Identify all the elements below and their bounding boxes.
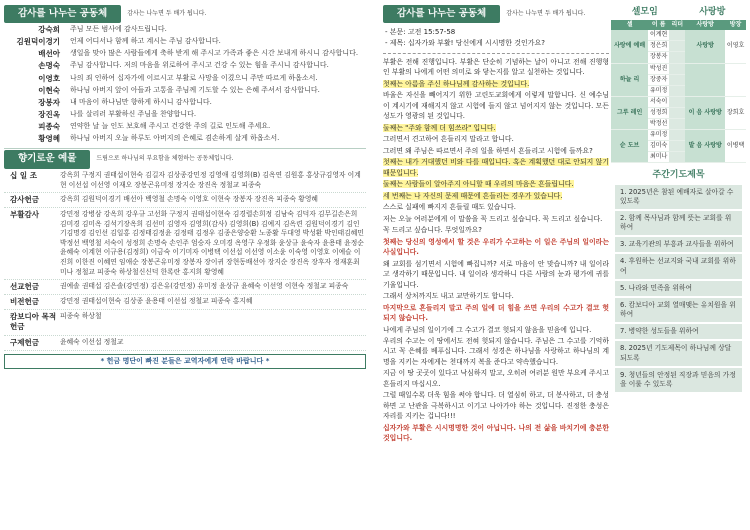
offering-text: 피종숙 하상철 [60, 312, 102, 321]
sermon-paragraph: 지금 이 땅 곳곳이 있다고 낙심하지 말고, 오히려 여러분 원만 부요케 주시고 흔들리지 마십시오. [383, 369, 609, 388]
member-name: 장봉자 [648, 52, 669, 63]
thanks-text: 주님 모든 범사에 감사드립니다. [70, 25, 167, 33]
thanks-name: 이현숙 [38, 85, 60, 95]
thanks-name: 장봉자 [38, 97, 60, 107]
member-name: 서숙이 [648, 96, 669, 107]
room-title: 사랑방 [699, 7, 726, 17]
thanks-list [4, 24, 366, 145]
member-name: 김미숙 [648, 141, 669, 152]
offering-text: 강민정 강병삼 강옥희 강우규 고선화 구정지 권태섭이현숙 김경렬손희정 김남숙 김덕자 김무길손은희 김미경 김미옥 김석기장옥희 김선미 김영자 김영희(감사) 김영희(B) 김예지 김옥련 김원덕이경기 김인기김명경 김인선 김일홍 김정태김정윤 김정태 김정우 김종은양승환 노종활 두대영 박성환 박인태김혜민 박정선 백영철 서숙이 성정희 손명숙 손인주 엄승자 오미경 옥영구 우정화 윤상규 윤숙자 윤용태 윤정순 윤혜숙 이계현 이규용(김정희) 이금숙 이기미자 이병택 이선섭 이선영 이소윤 이숙영 이영호 이예슬 이진희 이한진 이혜연 임애순 장봉곤유미정 장봉자 장이귀 장현동배선아 장지순 장진옥 장후자 정재훈최미나 정철교 피종숙 하상철신신덕 한록란 홍지희 황영혜 [60, 210, 364, 276]
offering-list [4, 169, 366, 350]
room-chief: 이영호 [725, 30, 746, 63]
sermon-paragraph: 그럴 때일수록 더욱 힘을 써야 합니다. 더 열심히 하고, 더 봉사하고, 더 충성하면 고 난관을 극복하시고 이기고 나아가야 하는 것입니다. 진정한 충성은 자리를 지키는 겁니다!!! [383, 391, 609, 421]
member-name: 유미정 [648, 85, 669, 96]
thanks-text: 하나님 아버지 앞이 아들과 고통을 주님께 기도할 수 있는 은혜 주셔서 감사합니다. [70, 85, 320, 94]
thanks-row [4, 133, 366, 145]
offering-row [4, 336, 366, 351]
left-panel [4, 6, 366, 526]
offering-name: 구제헌금 [10, 337, 39, 347]
thanks-row [4, 121, 366, 133]
thanks-row [4, 24, 366, 36]
prayer-item: 3. 교육기관의 부흥과 교사들을 위하여 [615, 237, 742, 252]
prayer-item: 6. 캄보디아 교회 열매맺는 유치원을 위하여 [615, 298, 742, 322]
offering-name: 감사헌금 [10, 195, 39, 205]
prayer-title: 주간기도제목 [652, 170, 705, 181]
sermon-paragraph: 우리의 수고는 이 땅에서도 전혀 헛되지 않습니다. 주님은 그 수고를 기억하시고 꼭 은혜를 베푸십니다. 그래서 성경은 하나님을 사랑하고 하나님의 계명을 지키는 자에게는 천대까지 복을 준다고 약속했습니다. [383, 336, 609, 366]
thanks-text: 언제 어디서나 함께 하고 계시는 주님 감사합니다. [70, 37, 221, 46]
table-row [611, 96, 746, 107]
offering-row [4, 208, 366, 280]
prayer-item: 5. 나라와 민족을 위하여 [615, 281, 742, 296]
thanks-name: 손명숙 [38, 61, 60, 71]
thanks-name: 김원덕이경기 [16, 37, 60, 47]
member-name: 최미나 [648, 152, 669, 163]
prayer-item: 9. 청년들의 안정된 직장과 믿음의 가정을 이룰 수 있도록 [615, 368, 742, 392]
sermon-paragraph: 스스로 실패에 빠지지 흔들릴 때도 있습니다. [383, 203, 516, 212]
scripture-block: - 본문: 고전 15:57-58 - 제목: 십자가와 부활! 당신에게 시시명한 것인가요? [385, 28, 546, 48]
offering-row [4, 280, 366, 295]
table-header: 이 름 [648, 20, 669, 30]
sermon-paragraph: 둘째는 사람들이 알아주지 아니할 때 우리의 마음은 흔들립니다. [383, 180, 574, 189]
cell-group-name: 그루 레인 [611, 96, 648, 129]
sermon-paragraph: 저는 오늘 여러분에게 이 말씀을 꼭 드리고 싶습니다. 꼭 드리고 싶습니다. [383, 214, 603, 223]
cell-group-name: 순 도브 [611, 130, 648, 163]
cell-table [611, 20, 746, 163]
thanks-row [4, 36, 366, 48]
offering-notice: * 헌금 명단이 빠진 분들은 교역자에게 연락 바랍니다 * [4, 354, 366, 369]
prayer-item: 4. 후원하는 선교지와 국내 교회를 위하여 [615, 254, 742, 278]
offering-name: 캄보디아 목적헌금 [10, 312, 57, 332]
table-row [611, 130, 746, 141]
room-chief: 장희호 [725, 96, 746, 129]
offering-banner-note: 드림으로 하나님의 부요함을 체험하는 공동체입니다. [96, 155, 234, 163]
cell-title: 셀모임 [631, 7, 658, 17]
sermon-panel [383, 6, 609, 526]
offering-text: 강민정 권태섭이현숙 김상종 윤용태 이선섭 정철교 피종숙 홍지혜 [60, 297, 253, 306]
sermon-banner-note: 감사는 나누면 두 배가 됩니다. [506, 9, 586, 17]
cell-group-name: 사랑에 예배 [611, 30, 648, 63]
table-row [611, 30, 746, 41]
thanks-name: 황영혜 [38, 134, 60, 144]
table-header: 사랑방 [685, 20, 725, 30]
room-name: 발 음 사랑방 [685, 130, 725, 163]
table-row [611, 63, 746, 74]
thanks-row [4, 73, 366, 85]
table-header: 방장 [725, 20, 746, 30]
offering-text: 윤혜숙 이선섭 정철교 [60, 337, 124, 346]
thanks-text: 하나님 아버지 오늘 하루도 아버지의 은혜로 겸손하게 살게 하옵소서. [70, 134, 280, 143]
thanks-name: 이영호 [38, 73, 60, 83]
cell-group-name: 하늘 리 [611, 63, 648, 96]
thanks-row [4, 48, 366, 60]
member-name: 유미정 [648, 130, 669, 141]
member-name: 정은희 [648, 41, 669, 52]
thanks-name: 배선아 [38, 49, 60, 59]
offering-name: 선교헌금 [10, 282, 39, 292]
sermon-paragraph: 그래서 상처까지도 내고 교만하기도 합니다. [383, 292, 514, 301]
sermon-body [383, 57, 609, 444]
sermon-paragraph: 왜 교회를 섬기면서 시험에 빠집니까? 서로 마음이 안 맞습니까? 내 일이라고 생각하기 때문입니다. 내 일이라 생각하니 다른 사람의 눈과 평가에 귀를 기울입니다. [383, 259, 609, 289]
sermon-paragraph: 세 번째는 나 자신의 문제 때문에 흔들리는 경우가 있습니다. [383, 191, 563, 200]
thanks-banner-note: 감사는 나누면 두 배가 됩니다. [127, 9, 207, 17]
sermon-paragraph: 첫째는 내가 거대했던 비와 다를 때입니다. 혹은 계획했던 대로 안되지 않기 때문입니다. [383, 158, 609, 177]
sermon-paragraph: 첫째는 아름을 주신 하나님께 감사하는 것입니다. [383, 79, 530, 88]
member-name: 박성진 [648, 63, 669, 74]
offering-name: 십 일 조 [10, 171, 37, 181]
sermon-paragraph: 첫째는 당신의 영성에서 할 것은 우리가 수고하는 이 일은 주님의 일이라는 사실입니다. [383, 237, 609, 257]
sermon-title: 제목: 십자가와 부활! 당신에게 시시명한 것인가요? [389, 39, 546, 48]
room-name: 사랑방 [685, 30, 725, 63]
sermon-paragraph: 십자가와 부활은 시시명명한 것이 아닙니다. 나의 전 삶을 바치기에 충분한 것입니다. [383, 423, 609, 443]
offering-name: 부활감사 [10, 210, 39, 220]
offering-row [4, 310, 366, 335]
sermon-banner: 감사를 나누는 공동체 [383, 5, 500, 24]
thanks-text: 생일을 맞아 많은 사람들에게 축하 받게 해 주시고 가족과 좋은 시간 보내게 하시니 감사합니다. [70, 49, 359, 58]
offering-row [4, 193, 366, 208]
offering-text: 강옥희 김원덕이경기 배선아 백영철 손명숙 이영호 이현숙 장봉자 장진옥 피종숙 황영혜 [60, 195, 318, 204]
thanks-text: 나를 살리러 부활하신 주님을 찬양합니다. [70, 109, 197, 118]
sermon-paragraph: 마지막으로 흔들리지 말고 주의 일에 더 힘을 쓰면 우리의 수고가 결코 헛되지 않습니다. [383, 303, 609, 323]
sermon-paragraph: 꼭 드리고 싶습니다. 무엇일까요? [383, 226, 482, 235]
thanks-name: 피종숙 [38, 122, 60, 131]
table-header: 리더 [669, 20, 685, 30]
table-header: 셀 [611, 20, 648, 30]
member-name: 박정선 [648, 118, 669, 129]
sermon-paragraph: 둘째는 "주와 함께 더 힘쓰라" 입니다. [383, 123, 496, 132]
member-name: 성정희 [648, 107, 669, 118]
prayer-item: 8. 2025년 기도제목이 하나님께 상달되도록 [615, 341, 742, 365]
offering-text: 강옥희 구정지 권태섭이현숙 김길자 김상종강민정 김영애 김영희(B) 김옥연 김원홍 홍상규김영자 이계현 이선섭 이선영 이재오 장봉곤유미정 장지순 장진옥 정철교 피종숙 [60, 171, 361, 189]
offering-banner: 향기로운 예물 [4, 150, 90, 169]
thanks-banner: 감사를 나누는 공동체 [4, 5, 121, 24]
sermon-paragraph: 그러면 왜 주님은 따르면서 주의 일을 하면서 흔들리고 시험에 들까요? [383, 146, 593, 155]
room-name: 이 음 사랑방 [685, 96, 725, 129]
thanks-text: 나의 죄 인하여 십자가에 이르시고 부활로 사망을 이겼으니 주만 따르게 하옵소서. [70, 73, 318, 82]
offering-text: 권예솔 권태섭 김은솔(강민정) 김은유(강민정) 유미정 윤상규 윤혜숙 이선영 이현숙 정철교 피종숙 [60, 282, 349, 291]
thanks-row [4, 60, 366, 72]
sermon-paragraph: 나에게 주님의 일이기에 그 수고가 결코 헛되지 않음을 믿음에 입니다. [383, 325, 592, 334]
thanks-name: 장진옥 [38, 109, 60, 119]
thanks-text: 주님 감사합니다. 저의 마음을 위로하여 주시고 건강 수 있는 힘을 주시니 감사합니다. [70, 61, 329, 70]
thanks-row [4, 97, 366, 109]
thanks-text: 연약한 날 늘 인도 보호해 주시고 건강한 주의 길로 인도해 주세요. [70, 122, 271, 130]
divider [383, 53, 609, 54]
prayer-item: 2. 함께 목사님과 함께 뜻는 교회를 위하여 [615, 211, 742, 235]
right-panel [611, 6, 746, 526]
prayer-item: 7. 병약한 성도들을 위하여 [615, 324, 742, 339]
offering-row [4, 295, 366, 310]
offering-name: 비전헌금 [10, 297, 39, 307]
room-chief: 이병택 [725, 130, 746, 163]
sermon-paragraph: 그러면서 견고하여 흔들리지 말라고 합니다. [383, 135, 514, 144]
thanks-name: 강숙희 [38, 25, 60, 34]
thanks-row [4, 109, 366, 121]
scripture-text: 본문: 고전 15:57-58 [389, 28, 456, 36]
member-name: 이계현 [648, 30, 669, 41]
offering-row [4, 169, 366, 193]
thanks-text: 내 마음이 하나님만 향하게 하시니 감사합니다. [70, 97, 212, 106]
sermon-paragraph: 부활은 전해 진행입니다. 부활은 단순히 기념하는 날이 아니고 전해 진행형인 부활의 나에게 어떤 의미로 와 닿는지를 알고 실천하는 것입니다. [383, 57, 609, 77]
thanks-row [4, 85, 366, 97]
sermon-paragraph: 바울은 자신을 빼어지기 위한 고린도교회에게 이렇게 말합니다. 신 예수님이 계시기에 재해지지 않고 시험에 들지 않고 넘어지지 않는 것입니다. 모든 성도가 영광의 된 것입니다. [383, 91, 609, 121]
member-name: 장중자 [648, 74, 669, 85]
prayer-item: 1. 2025년은 참된 예배자로 살아갈 수 있도록 [615, 185, 742, 209]
